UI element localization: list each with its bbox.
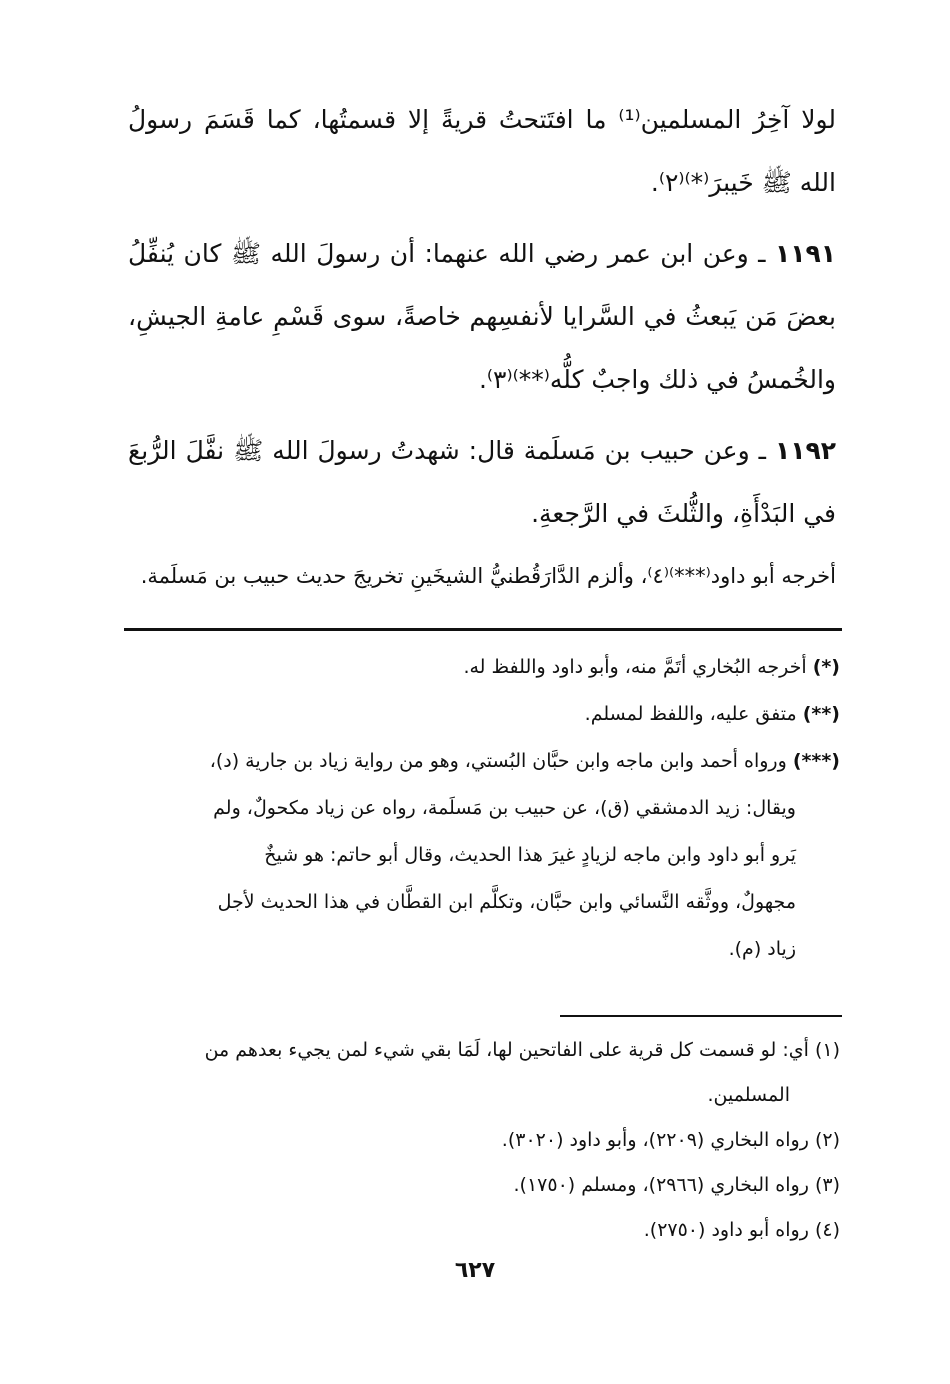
takhrij-continuation: يَرو أبو داود وابن ماجه لزيادٍ غيرَ هذا الحديث، وقال أبو حاتم: هو شيخٌ bbox=[264, 844, 796, 866]
footnote-number: (٤) bbox=[814, 1219, 840, 1241]
takhrij-text: أخرجه البُخاري أتَمَّ منه، وأبو داود واللفظ له. bbox=[463, 656, 807, 678]
takhrij-item bbox=[128, 644, 840, 691]
takhrij-text: متفق عليه، واللفظ لمسلم. bbox=[584, 703, 797, 725]
takhrij-notes bbox=[128, 644, 840, 973]
footnote-number: (١) bbox=[814, 1039, 840, 1061]
page-number: ٦٢٧ bbox=[454, 1258, 496, 1283]
takhrij-item bbox=[128, 691, 840, 738]
takhrij-text: ورواه أحمد وابن ماجه وابن حبَّان البُستي، وهو من رواية زياد بن جارية (د)، bbox=[209, 750, 787, 772]
footnote-continuation: المسلمين. bbox=[707, 1084, 790, 1106]
hadith-text: ـ وعن حبيب بن مَسلَمة قال: شهدتُ رسولَ الله ﷺ نفَّلَ الرُّبعَ في البَدْأَةِ، والثُّلثَ في الرَّجعةِ. bbox=[128, 436, 836, 528]
hadith-number: ١١٩١ bbox=[774, 239, 836, 268]
takhrij-mark: (***) bbox=[792, 750, 840, 772]
footnote-number: (٢) bbox=[814, 1129, 840, 1151]
footnote-text: رواه البخاري (٢٢٠٩)، وأبو داود (٣٠٢٠). bbox=[501, 1129, 809, 1151]
takhrij-continuation: زياد (م). bbox=[728, 938, 796, 960]
takhrij-mark: (*) bbox=[812, 656, 840, 678]
takhrij-item bbox=[128, 738, 840, 785]
main-text bbox=[128, 88, 836, 605]
footnotes bbox=[124, 1028, 840, 1253]
hadith-1191 bbox=[128, 222, 836, 411]
footnote bbox=[124, 1028, 840, 1073]
footnote-text: رواه أبو داود (٢٧٥٠). bbox=[643, 1219, 809, 1241]
section-divider bbox=[124, 628, 842, 631]
hadith-1192 bbox=[128, 419, 836, 545]
takhrij-continuation: مجهولٌ، ووثَّقه النَّسائي وابن حبَّان، وتكلَّم ابن القطَّان في هذا الحديث لأجل bbox=[217, 891, 796, 913]
paragraph-continuation: لولا آخِرُ المسلمين⁽¹⁾ ما افتَتحتُ قريةً إلا قسمتُها، كما قَسَمَ رسولُ الله ﷺ خَيبرَ⁽*⁾⁽٢⁾. bbox=[128, 105, 837, 197]
footnote-text: رواه البخاري (٢٩٦٦)، ومسلم (١٧٥٠). bbox=[513, 1174, 809, 1196]
takhrij-mark: (**) bbox=[802, 703, 840, 725]
footnote bbox=[124, 1208, 840, 1253]
footnote-text: أي: لو قسمت كل قرية على الفاتحين لها، لَمَا بقي شيء لمن يجيء بعدهم من bbox=[204, 1039, 809, 1061]
takhrij-continuation: ويقال: زيد الدمشقي (ق)، عن حبيب بن مَسلَمة، رواه عن زياد مكحولٌ، ولم bbox=[213, 797, 796, 819]
hadith-number: ١١٩٢ bbox=[774, 436, 836, 465]
takhrij-note: أخرجه أبو داود⁽***⁾⁽٤⁾، وألزم الدَّارَقُطنيُّ الشيخَينِ تخريجَ حديث حبيب بن مَسلَمة. bbox=[140, 564, 836, 588]
footnote-divider bbox=[560, 1015, 842, 1017]
footnote-number: (٣) bbox=[814, 1174, 840, 1196]
hadith-text: ـ وعن ابن عمر رضي الله عنهما: أن رسولَ الله ﷺ كان يُنفِّلُ بعضَ مَن يَبعثُ في السَّرايا لأنفسِهم خاصةً، سوى قَسْمِ عامةِ الجيشِ، والخُمسُ في ذلك واجبٌ كلُّه⁽**⁾⁽٣⁾. bbox=[128, 239, 836, 394]
footnote bbox=[124, 1163, 840, 1208]
footnote bbox=[124, 1118, 840, 1163]
